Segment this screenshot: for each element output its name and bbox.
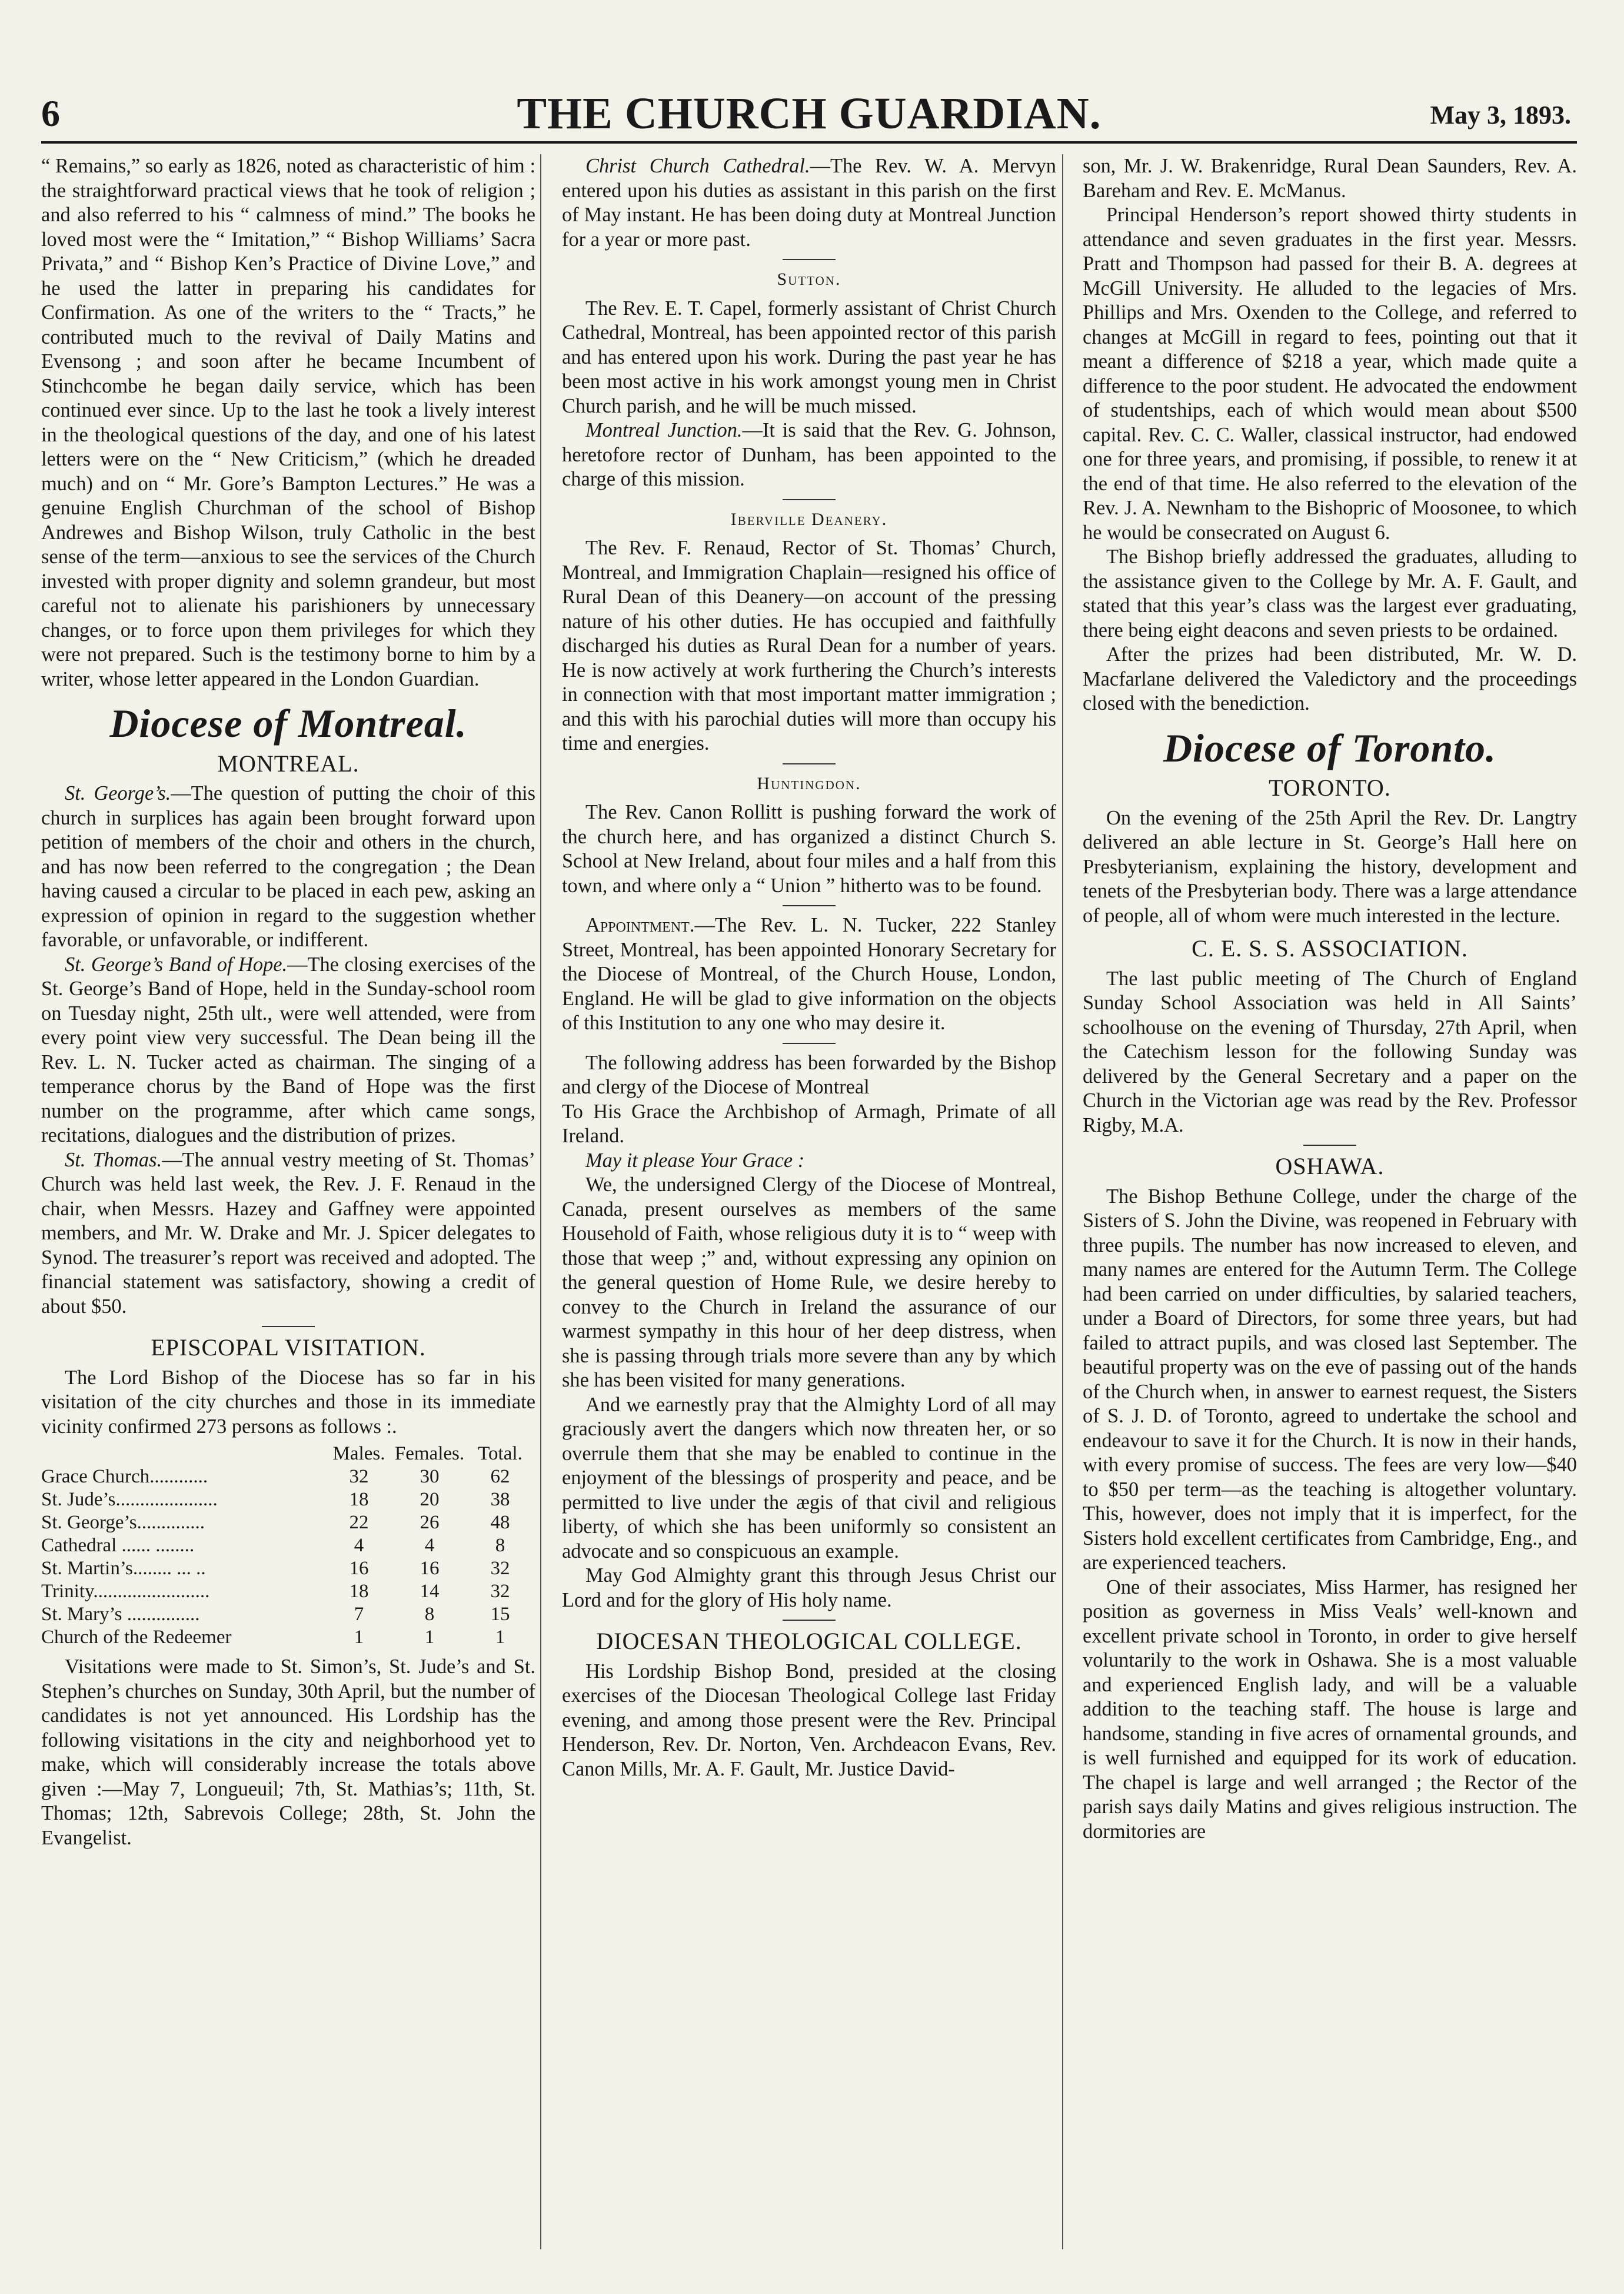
article-paragraph: We, the undersigned Clergy of the Diocese of Montreal, Canada, present ourselves as members of the same Household of Faith, whose religious duty it is to “ weep with those that weep ;” and, without expressing any opinion on the general question of Home Rule, we desire hereby to convey to the Church in Ireland the assurance of our warmest sympathy in this hour of her deep distress, when she is passing through trials more severe than any by which she has been visited for many generations. [562,1173,1056,1391]
table-cell-males: 7 [354,1604,364,1625]
table-cell-name: St. George’s.............. [41,1512,205,1533]
article-paragraph: The Bishop briefly addressed the graduates, alluding to the assistance given to the College by Mr. A. F. Gault, and stated that this year’s class was the largest ever graduating, there being eight deacons and seven priests to be ordained. [1083,546,1577,641]
table-cell-males: 1 [354,1627,364,1648]
run-in-heading: Montreal Junction. [585,419,743,441]
article-paragraph: “ Remains,” so early as 1826, noted as characteristic of him : the straightforward practical views that he took of religion ; and also referred to his “ calmness of mind.” The books he loved most were the “ Imitation,” “ Bishop Williams’ Sacra Privata,” and “ Bishop Ken’s Practice of Divine Love,” and he used the latter in preparing his candidates for Confirmation. As one of the writers to the “ Tracts,” he contributed much to the revival of Daily Matins and Evensong ; and soon after he became Incumbent of Stinchcombe he began daily service, which has been continued ever since. Up to the last he took a lively interest in the theological questions of the day, and one of his latest letters were on the “ New Criticism,” (which he dreaded much) and on “ Mr. Gore’s Bampton Lectures.” He was a genuine English Churchman of the school of Bishop Andrewes and Bishop Wilson, truly Catholic in the best sense of the term—anxious to see the services of the Church invested with proper dignity and solemn grandeur, but most careful not to alienate his parishioners by unnecessary changes, or to force upon them privileges for which they were not prepared. Such is the testimony borne to him by a writer, whose letter appeared in the London Guardian. [41,155,535,690]
article-paragraph: After the prizes had been distributed, Mr. W. D. Macfarlane delivered the Valedictory and the proceedings closed with the benediction. [1083,643,1577,714]
article-paragraph: May God Almighty grant this through Jesus Christ our Lord and for the glory of His holy name. [562,1564,1056,1611]
confirmation-table [41,1442,535,1649]
table-cell-total: 48 [490,1512,510,1533]
column-3 [1083,154,1577,2267]
table-cell-females: 1 [424,1627,435,1648]
column-divider [540,154,541,2249]
table-cell-total: 1 [495,1627,505,1648]
run-in-heading: St. Thomas. [65,1148,162,1171]
section-heading-episcopal: EPISCOPAL VISITATION. [151,1334,426,1361]
article-paragraph: The Lord Bishop of the Diocese has so far in his visitation of the city churches and those in its immediate vicinity confirmed 273 persons as follows :. [41,1366,535,1438]
article-paragraph: son, Mr. J. W. Brakenridge, Rural Dean Saunders, Rev. A. Bareham and Rev. E. McManus. [1083,155,1577,202]
table-cell-females: 20 [420,1489,440,1510]
table-cell-females: 4 [424,1535,435,1556]
table-header: Females. [394,1443,465,1464]
table-row [41,1603,535,1626]
separator [783,1620,836,1621]
table-row [41,1511,535,1534]
table-header: Males. [332,1443,385,1464]
table-cell-name: Trinity........................ [41,1581,210,1602]
article-paragraph: His Lordship Bishop Bond, presided at the closing exercises of the Diocesan Theological College last Friday evening, and among those present were the Rev. Principal Henderson, Rev. Dr. Norton, Ven. Archdeacon Evans, Rev. Canon Mills, Mr. A. F. Gault, Mr. Justice David- [562,1660,1056,1780]
diocese-montreal-heading: Diocese of Montreal. [109,701,467,746]
table-cell-females: 16 [420,1558,440,1579]
article-paragraph: On the evening of the 25th April the Rev. Dr. Langtry delivered an able lecture in St. George’s Hall here on Presbyterianism, explaining the history, development and tenets of the Presbyterian body. There was a large attendance of people, all of whom were much interested in the lecture. [1083,806,1577,927]
section-heading-iberville: Iberville Deanery. [730,509,888,529]
run-in-heading: Christ Church Cathedral. [585,155,810,177]
article-paragraph: The following address has been forwarded by the Bishop and clergy of the Diocese of Montreal [562,1051,1056,1098]
section-heading-oshawa: OSHAWA. [1275,1153,1385,1179]
table-cell-total: 15 [490,1604,510,1625]
article-paragraph: The Bishop Bethune College, under the charge of the Sisters of S. John the Divine, was reopened in February with three pupils. The number has now increased to eleven, and many names are entered for the Autumn Term. The College had been carried on under difficulties, by salaried teachers, under a Board of Directors, for some three years, but had failed to attract pupils, and was closed last September. The beautiful property was on the eve of passing out of the hands of the Church when, in answer to earnest request, the Sisters of S. J. D. of Toronto, agreed to undertake the school and endeavour to save it for the Church. It is now in their hands, with every promise of success. The fees are very low—$40 to $50 per term—as the teaching is altogether voluntary. This, however, does not imply that it is imperfect, for the Sisters hold excellent certificates from Cambridge, Eng., and are experienced teachers. [1083,1185,1577,1574]
separator [262,1326,315,1327]
salutation: May it please Your Grace : [585,1149,805,1172]
diocese-toronto-heading: Diocese of Toronto. [1163,725,1497,770]
article-paragraph: The last public meeting of The Church of England Sunday School Association was held in All Saints’ schoolhouse on the evening of Thursday, 27th April, when the Catechism lesson for the following Sunday was delivered by the General Secretary and a paper on the Church in the Victorian age was read by the Rev. Professor Rigby, M.A. [1083,967,1577,1136]
section-heading-college: DIOCESAN THEOLOGICAL COLLEGE. [596,1628,1022,1654]
article-paragraph: Appointment.—The Rev. L. N. Tucker, 222 Stanley Street, Montreal, has been appointed Honorary Secretary for the Diocese of Montreal, of the Church House, London, England. He will be glad to give information on the objects of this Institution to any one who may desire it. [562,914,1056,1034]
table-row [41,1557,535,1580]
section-heading-montreal: MONTREAL. [217,750,360,777]
newspaper-title: THE CHURCH GUARDIAN. [517,89,1101,138]
table-cell-males: 16 [349,1558,369,1579]
masthead [41,88,1577,138]
section-heading-huntingdon: Huntingdon. [757,773,861,793]
column-1 [41,154,535,2267]
table-cell-females: 26 [420,1512,440,1533]
table-row [41,1534,535,1557]
section-heading-cess: C. E. S. S. ASSOCIATION. [1192,935,1468,962]
page-number: 6 [41,92,60,134]
separator [1303,1145,1356,1146]
table-row [41,1580,535,1603]
run-in-heading: St. George’s. [65,782,171,804]
table-cell-name: Grace Church............ [41,1466,208,1487]
separator [783,905,836,906]
table-cell-name: St. Martin’s........ ... .. [41,1558,206,1579]
table-cell-males: 32 [349,1466,369,1487]
article-paragraph: The Rev. F. Renaud, Rector of St. Thomas’ Church, Montreal, and Immigration Chaplain—resigned his office of Rural Dean of this Deanery—on account of the pressing nature of his other duties. He has occupied and faithfully discharged his duties as Rural Dean for a number of years. He is now actively at work furthering the Church’s interests in connection with that most important matter immigration ; and this with his parochial duties will more than occupy his time and energies. [562,537,1056,754]
section-heading-sutton: Sutton. [777,270,841,289]
article-paragraph: And we earnestly pray that the Almighty Lord of all may graciously avert the dangers which now threaten her, or so overrule them that she may be enabled to continue in the enjoyment of the blessings of prosperity and peace, and be permitted to live under the ægis of that civil and religious liberty, of which she has been uniformly so consistent an advocate and so conspicuous an example. [562,1393,1056,1562]
column-2 [562,154,1056,2267]
table-cell-females: 30 [420,1466,440,1487]
run-in-heading: St. George’s Band of Hope. [65,953,288,976]
column-divider [1062,154,1063,2249]
article-paragraph: St. George’s Band of Hope.—The closing exercises of the St. George’s Band of Hope, held in the Sunday-school room on Tuesday night, 25th ult., were well attended, were from every point view very successful. The Dean being ill the Rev. L. N. Tucker acted as chairman. The singing of a temperance chorus by the Band of Hope was the first number on the programme, after which came songs, recitations, dialogues and the distribution of prizes. [41,953,535,1146]
separator [783,1043,836,1044]
separator [783,763,836,764]
table-cell-name: Church of the Redeemer [41,1627,232,1648]
table-cell-total: 62 [490,1466,510,1487]
article-paragraph: One of their associates, Miss Harmer, has resigned her position as governess in Miss Veals’ well-known and excellent private school in Toronto, in order to give herself voluntarily to the work in Oshawa. She is a most valuable and experienced English lady, and will be a valuable addition to the teaching staff. The house is large and handsome, standing in five acres of ornamental grounds, and is well furnished and equipped for its work of education. The chapel is large and well arranged ; the Rector of the parish says daily Matins and gives religious instruction. The dormitories are [1083,1575,1577,1843]
separator [783,499,836,500]
article-paragraph: St. George’s.—The question of putting the choir of this church in surplices has again been brought forward upon petition of members of the choir and others in the church, and has now been referred to the congregation ; the Dean having caused a circular to be placed in each pew, asking an expression of opinion in regard to the suggestion whether favorable, or unfavorable, or indifferent. [41,782,535,951]
table-cell-name: St. Jude’s..................... [41,1489,218,1510]
article-paragraph: The Rev. E. T. Capel, formerly assistant of Christ Church Cathedral, Montreal, has been appointed rector of this parish and has entered upon his work. During the past year he has been most active in his work amongst young men in Christ Church parish, and he will be much missed. [562,297,1056,417]
masthead-rule [41,141,1577,144]
article-paragraph: Montreal Junction.—It is said that the Rev. G. Johnson, heretofore rector of Dunham, has been appointed to the charge of this mission. [562,419,1056,490]
section-heading-toronto: TORONTO. [1269,774,1391,801]
table-row [41,1626,535,1649]
article-paragraph: St. Thomas.—The annual vestry meeting of St. Thomas’ Church was held last week, the Rev. J. F. Renaud in the chair, when Messrs. Hazey and Gaffney were appointed members, and Mr. W. Drake and Mr. J. Spicer delegates to Synod. The treasurer’s report was received and adopted. The financial statement was satisfactory, showing a credit of about $50. [41,1148,535,1318]
table-header [41,1442,324,1465]
run-in-heading: Appointment. [585,914,695,936]
issue-date: May 3, 1893. [1430,101,1571,129]
table-cell-total: 32 [490,1581,510,1602]
table-row [41,1488,535,1511]
article-paragraph: Visitations were made to St. Simon’s, St. Jude’s and St. Stephen’s churches on Sunday, 30th April, but the number of candidates is not yet announced. His Lordship has the following visitations in the city and neighborhood yet to make, which will considerably increase the totals above given :—May 7, Longueuil; 7th, St. Mathias’s; 11th, St. Thomas; 12th, Sabrevois College; 28th, St. John the Evangelist. [41,1655,535,1849]
separator [783,259,836,260]
table-cell-total: 8 [495,1535,505,1556]
table-cell-females: 14 [420,1581,440,1602]
table-cell-males: 18 [349,1489,369,1510]
table-cell-total: 38 [490,1489,510,1510]
table-cell-name: Cathedral ...... ........ [41,1535,195,1556]
table-cell-name: St. Mary’s ............... [41,1604,200,1625]
table-row [41,1465,535,1488]
table-cell-males: 18 [349,1581,369,1602]
table-header: Total. [478,1443,523,1464]
table-cell-total: 32 [490,1558,510,1579]
article-paragraph: To His Grace the Archbishop of Armagh, Primate of all Ireland. [562,1100,1056,1147]
table-cell-females: 8 [424,1604,435,1625]
article-paragraph: Christ Church Cathedral.—The Rev. W. A. Mervyn entered upon his duties as assistant in this parish on the first of May instant. He has been doing duty at Montreal Junction for a year or more past. [562,155,1056,251]
article-paragraph: Principal Henderson’s report showed thirty students in attendance and seven graduates in the first year. Messrs. Pratt and Thompson had passed for their B. A. degrees at McGill University. He alluded to the legacies of Mrs. Phillips and Mrs. Oxenden to the College, and referred to changes at McGill in regard to fees, pointing out that it meant a difference of $218 a year, which made quite a difference to the poor student. He advocated the endowment of studentships, each of which would mean about $500 capital. Rev. C. C. Waller, classical instructor, had endowed one for three years, and promising, if possible, to renew it at the end of that time. He also referred to the elevation of the Rev. J. A. Newnham to the Bishopric of Moosonee, to which he would be consecrated on August 6. [1083,204,1577,544]
table-cell-males: 22 [349,1512,369,1533]
article-paragraph: The Rev. Canon Rollitt is pushing forward the work of the church here, and has organized a distinct Church S. School at New Ireland, about four miles and a half from this town, and where only a “ Union ” hitherto was to be found. [562,801,1056,897]
table-cell-males: 4 [354,1535,364,1556]
